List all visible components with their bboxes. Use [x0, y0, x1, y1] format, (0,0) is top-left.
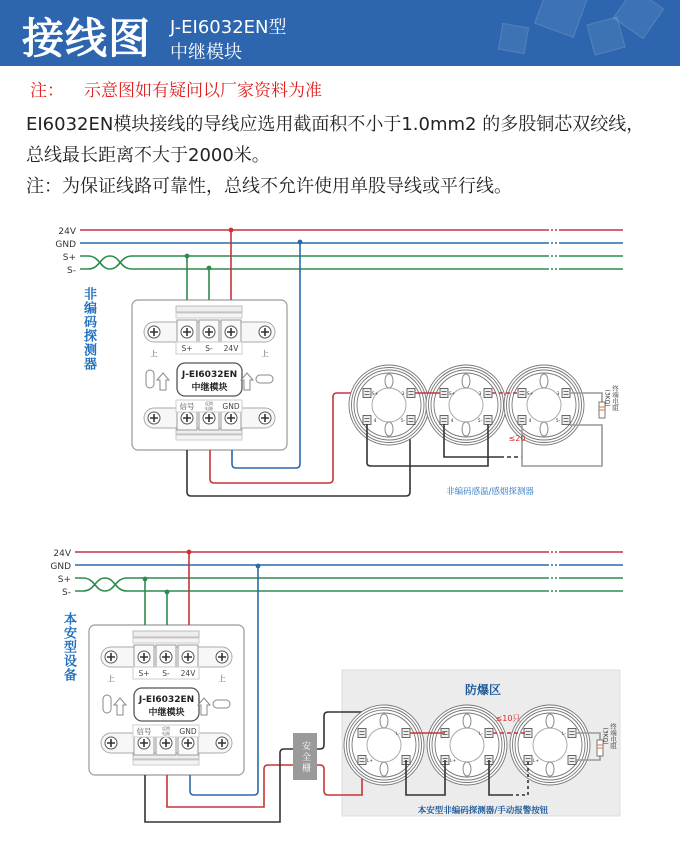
screw-icon [216, 651, 228, 663]
detector-terminal-label: L- [395, 732, 401, 737]
up-mark: 上 [150, 349, 158, 358]
detector-base [426, 365, 506, 445]
terminal-label: 信号 [136, 727, 152, 736]
detector-caption: 本安型非编码探测器/手动报警按钮 [417, 806, 549, 816]
safety-barrier-label: 安全栅 [300, 740, 310, 774]
detector-terminal [518, 416, 526, 425]
zone-title: 防爆区 [464, 683, 502, 697]
bus-label: 24V [58, 227, 76, 237]
detector-terminal-label: S+ [371, 392, 379, 397]
detector-terminal [568, 729, 576, 738]
note-prefix: 注： [30, 81, 64, 101]
detector-terminal-label: 3 [401, 392, 405, 397]
module-name: 中继模块 [191, 383, 228, 393]
detector-slot [380, 762, 388, 776]
junction-dot [207, 266, 212, 271]
bus-label: 24V [53, 549, 71, 559]
terminal-rail [133, 631, 199, 637]
detector-terminal [440, 389, 448, 398]
screw-icon [259, 326, 271, 338]
terminal-label: GND [222, 402, 240, 411]
terminal-rail [176, 306, 242, 312]
up-mark: 上 [218, 674, 226, 683]
page-title: 接线图 [22, 14, 152, 63]
junction-dot [187, 550, 192, 555]
up-mark: 上 [261, 349, 269, 358]
detector-slot [540, 374, 548, 388]
bus-label: GND [50, 562, 71, 572]
terminal-label: 24V [180, 669, 196, 678]
detector-terminal-label: L- [561, 732, 567, 737]
module-name: 中继模块 [148, 708, 185, 718]
mounting-slot [146, 370, 154, 388]
detector-slot [462, 374, 470, 388]
bus-label: S+ [57, 575, 71, 585]
detector-terminal [568, 756, 576, 765]
detector-limit-label: ≤20 [508, 434, 526, 443]
power-bus [50, 549, 623, 598]
terminal-rail [133, 638, 199, 643]
detector-terminal-label: 5- [400, 419, 406, 424]
detector-terminal-label: S+ [526, 392, 534, 397]
twisted-signal-wire [80, 256, 547, 269]
detector-terminal-label: 3 [556, 392, 560, 397]
detector-terminal-label: L- [478, 732, 484, 737]
mounting-slot [103, 695, 111, 713]
detector-terminal-label: S+ [448, 392, 456, 397]
detector-slot [463, 762, 471, 776]
screw-icon [259, 412, 271, 424]
detector-terminal [402, 729, 410, 738]
screw-icon [225, 326, 237, 338]
detector-terminal [407, 416, 415, 425]
detector-terminal-label: L+ [366, 759, 374, 764]
detector-terminal [363, 389, 371, 398]
screw-icon [148, 326, 160, 338]
bus-label: S- [67, 266, 76, 276]
terminal-label: S- [162, 669, 170, 678]
module-model: J-EI6032EN [181, 370, 238, 380]
detector-terminal-label: L+ [532, 759, 540, 764]
junction-dot [165, 590, 170, 595]
screw-icon [160, 737, 172, 749]
detector-terminal [407, 389, 415, 398]
detector-slot [540, 422, 548, 436]
detector-terminal-label: 4 [450, 419, 454, 424]
mounting-slot [213, 700, 230, 708]
description-line: EI6032EN模块接线的导线应选用截面积不小于1.0mm2 的多股铜芯双绞线， [26, 114, 645, 135]
screw-icon [225, 412, 237, 424]
junction-dot [229, 228, 234, 233]
relay-module [132, 300, 287, 450]
terminal-label: GND [179, 727, 197, 736]
detector-limit-label: ≤10只 [495, 714, 521, 723]
detector-terminal-label: 5- [555, 419, 561, 424]
detector-terminal [484, 416, 492, 425]
bus-label: S+ [62, 253, 76, 263]
terminal-label: S+ [181, 344, 193, 353]
detector-slot [462, 422, 470, 436]
relay-module [89, 625, 244, 775]
detector-terminal-label: 4 [528, 419, 532, 424]
screw-icon [216, 737, 228, 749]
terminal-label: S- [205, 344, 213, 353]
up-mark: 上 [107, 674, 115, 683]
bus-label: S- [62, 588, 71, 598]
resistor-label: 终端电阻 [609, 723, 617, 749]
detector-slot [385, 374, 393, 388]
mounting-slot [256, 375, 273, 383]
detector-base [510, 705, 590, 785]
resistor-label: 终端电阻 [611, 385, 619, 411]
junction-dot [185, 254, 190, 259]
detector-terminal [524, 729, 532, 738]
screw-icon [181, 412, 193, 424]
side-label-non-coded-detector: 非编码探测器 [81, 287, 96, 371]
detector-terminal [358, 729, 366, 738]
detector-terminal-label: 4 [373, 419, 377, 424]
description-line: 总线最长距离不大于2000米。 [26, 145, 270, 166]
terminal-rail [176, 313, 242, 318]
detector-terminal [518, 389, 526, 398]
detector-terminal [440, 416, 448, 425]
detector-terminal-label: 5- [477, 419, 483, 424]
screw-icon [160, 651, 172, 663]
detector-slot [385, 422, 393, 436]
terminal-label: 24V [223, 344, 239, 353]
module-model: J-EI6032EN [138, 695, 195, 705]
detector-terminal [562, 389, 570, 398]
detector-slot [546, 714, 554, 728]
note-text: 示意图如有疑问以厂家资料为准 [84, 81, 322, 101]
detector-terminal-label: L+ [449, 759, 457, 764]
detector-base [349, 365, 429, 445]
detector-terminal-label: 3 [478, 392, 482, 397]
twisted-signal-wire [80, 256, 547, 269]
junction-dot [143, 577, 148, 582]
resistor-value: (3KΩ) [601, 727, 609, 745]
side-label-intrinsic-safe: 本安型设备 [61, 612, 76, 682]
screw-icon [148, 412, 160, 424]
subtitle: 中继模块 [170, 42, 242, 63]
terminal-label: S+ [138, 669, 150, 678]
terminal-label: 反馈 [162, 726, 170, 731]
terminal-rail [133, 760, 199, 765]
screw-icon [105, 651, 117, 663]
detector-caption: 非编码感温/感烟探测器 [446, 487, 534, 497]
detector-slot [380, 714, 388, 728]
screw-icon [105, 737, 117, 749]
detector-slot [546, 762, 554, 776]
screw-icon [138, 737, 150, 749]
screw-icon [182, 737, 194, 749]
description-line: 注：为保证线路可靠性，总线不允许使用单股导线或平行线。 [26, 176, 512, 197]
detector-terminal [358, 756, 366, 765]
detector-terminal [484, 389, 492, 398]
screw-icon [181, 326, 193, 338]
terminal-label: 信号 [179, 402, 195, 411]
resistor-value: (3KΩ) [603, 389, 611, 407]
screw-icon [203, 326, 215, 338]
screw-icon [182, 651, 194, 663]
power-bus [55, 227, 623, 276]
terminal-label: 电源 [162, 731, 170, 736]
detector-slot [463, 714, 471, 728]
detector-terminal [485, 729, 493, 738]
junction-dot [256, 564, 261, 569]
terminal-label: 反馈 [205, 401, 213, 406]
junction-dot [298, 240, 303, 245]
model-label: J-EI6032EN型 [170, 17, 287, 38]
detector-terminal [363, 416, 371, 425]
detector-base [504, 365, 584, 445]
screw-icon [203, 412, 215, 424]
screw-icon [138, 651, 150, 663]
terminal-rail [176, 435, 242, 440]
detector-terminal [562, 416, 570, 425]
bus-label: GND [55, 240, 76, 250]
terminal-label: 电源 [205, 406, 213, 411]
detector-base [344, 705, 424, 785]
